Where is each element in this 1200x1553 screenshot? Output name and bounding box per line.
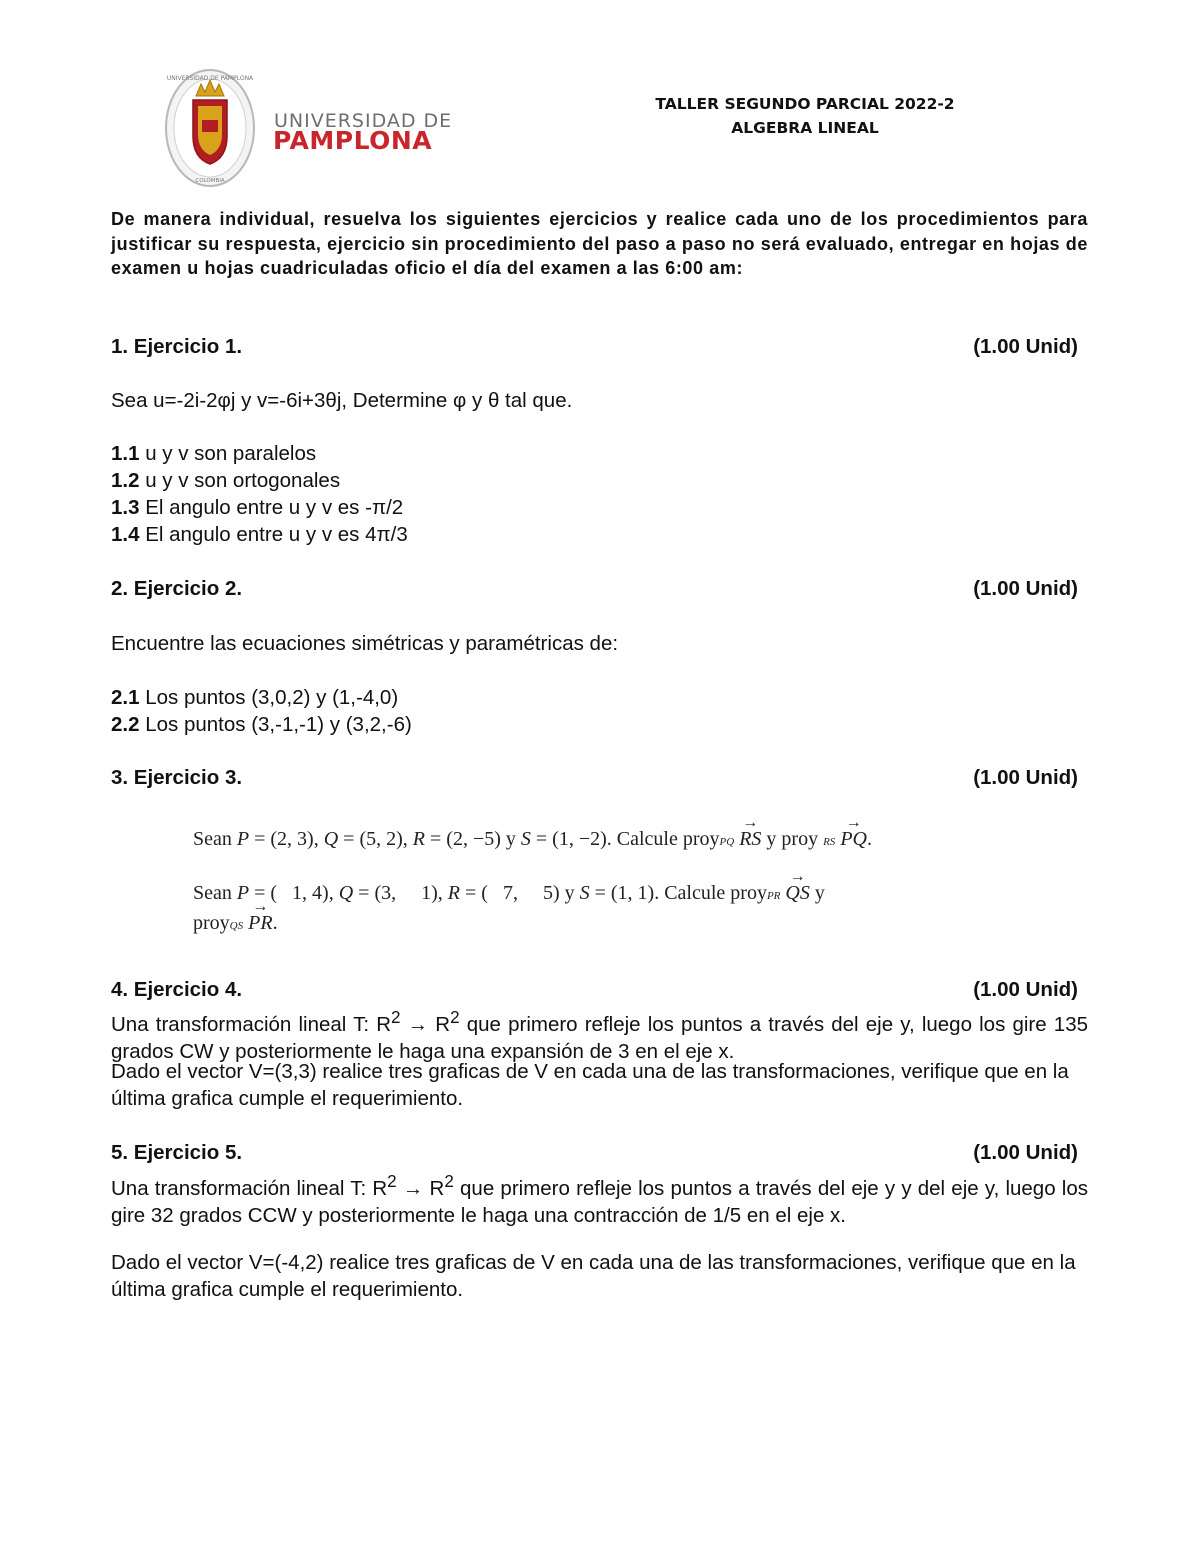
- instructions-paragraph: De manera individual, resuelva los siguientes ejercicios y realice cada uno de los procedimientos para justificar su respuesta, ejercicio sin procedimiento del paso a paso no será evaluado, entregar en hojas de examen u hojas cuadriculadas oficio el día del examen a las 6:00 am:: [111, 209, 1088, 278]
- university-logo: [160, 66, 453, 190]
- exercise-3-problem-1: Sean P = (2, 3), Q = (5, 2), R = (2, −5) y S = (1, −2). Calcule proyPQ → RS y proy RS → PQ.: [193, 828, 872, 851]
- exercise-points: (1.00 Unid): [973, 766, 1078, 789]
- exercise-points: (1.00 Unid): [973, 1141, 1078, 1164]
- exercise-1-item: 1.1 u y v son paralelos: [111, 442, 317, 465]
- exercise-4-paragraph-2: Dado el vector V=(3,3) realice tres graficas de V en cada una de las transformaciones, verifique que en la última grafica cumple el requerimiento.: [111, 1060, 1069, 1110]
- exercise-2-heading: [111, 577, 1078, 601]
- seal-icon: [160, 66, 453, 190]
- exercise-3-heading: [111, 766, 1078, 790]
- exercise-title: 4. Ejercicio 4.: [111, 978, 243, 1001]
- svg-text:UNIVERSIDAD DE PAMPLONA: UNIVERSIDAD DE PAMPLONA: [166, 75, 254, 82]
- exercise-3-problem-2-cont: proyQS → PR.: [193, 912, 278, 935]
- document-title: TALLER SEGUNDO PARCIAL 2022-2: [655, 95, 955, 113]
- exercise-points: (1.00 Unid): [973, 577, 1078, 600]
- exercise-1-item: 1.4 El angulo entre u y v es 4π/3: [111, 523, 408, 546]
- exercise-title: 2. Ejercicio 2.: [111, 577, 243, 600]
- exercise-5-paragraph-2: Dado el vector V=(-4,2) realice tres graficas de V en cada una de las transformaciones, verifique que en la última grafica cumple el requerimiento.: [111, 1251, 1076, 1301]
- exercise-1-item: 1.3 El angulo entre u y v es -π/2: [111, 496, 404, 519]
- logo-wordmark-line2: PAMPLONA: [273, 126, 433, 155]
- document-subtitle: ALGEBRA LINEAL: [731, 119, 879, 137]
- exercise-title: 5. Ejercicio 5.: [111, 1141, 243, 1164]
- exercise-points: (1.00 Unid): [973, 978, 1078, 1001]
- exercise-1-statement: Sea u=-2i-2φj y v=-6i+3θj, Determine φ y θ tal que.: [111, 389, 573, 412]
- exercise-title: 3. Ejercicio 3.: [111, 766, 243, 789]
- exercise-5-heading: [111, 1141, 1078, 1165]
- exercise-4-heading: [111, 978, 1078, 1002]
- exercise-2-item: 2.2 Los puntos (3,-1,-1) y (3,2,-6): [111, 713, 412, 736]
- exercise-3-problem-2: Sean P = ( 1, 4), Q = (3, 1), R = ( 7, 5) y S = (1, 1). Calcule proyPR → QS y: [193, 882, 825, 905]
- logo-wordmark-line1: UNIVERSIDAD DE: [274, 110, 453, 132]
- exercise-points: (1.00 Unid): [973, 335, 1078, 358]
- exercise-1-item: 1.2 u y v son ortogonales: [111, 469, 341, 492]
- exercise-2-statement: Encuentre las ecuaciones simétricas y paramétricas de:: [111, 632, 619, 655]
- exercise-1-heading: [111, 335, 1078, 359]
- exercise-title: 1. Ejercicio 1.: [111, 335, 243, 358]
- svg-text:COLOMBIA: COLOMBIA: [195, 178, 225, 184]
- exercise-2-item: 2.1 Los puntos (3,0,2) y (1,-4,0): [111, 686, 399, 709]
- exercise-4-paragraph-1: Una transformación lineal T: $R^2 \to R^2$ que primero refleje los puntos a través del eje y, luego los gire 135 grados CW y posteriormente le haga una expansión de 3 en el eje x.: [111, 1008, 1088, 1063]
- exercise-5-paragraph-1: Una transformación lineal T: $R^2 \to R^2$ que primero refleje los puntos a través del eje y y del eje y, luego los gire 32 grados CCW y posteriormente le haga una contracción de 1/5 en el eje x.: [111, 1172, 1088, 1227]
